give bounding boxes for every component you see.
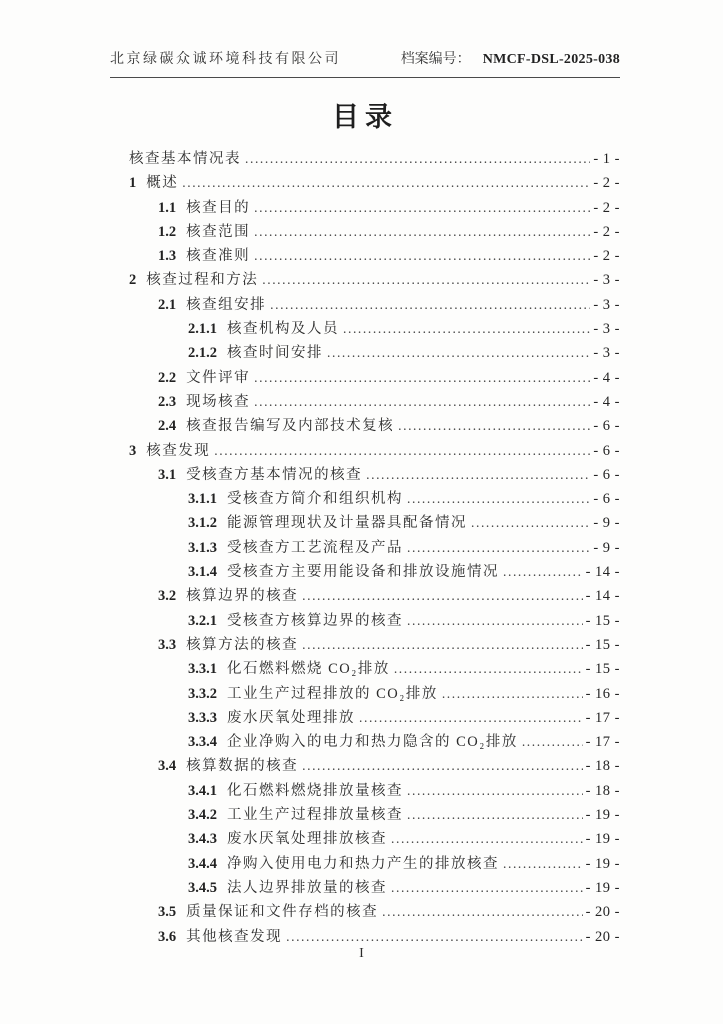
toc-entry-page-number: - 14 - bbox=[585, 588, 620, 605]
toc-entry-number: 1.2 bbox=[158, 223, 177, 240]
toc-entry-label: 受核查方基本情况的核查 bbox=[186, 466, 363, 483]
toc-entry[interactable] bbox=[110, 147, 620, 171]
toc-entry-page-number: - 2 - bbox=[593, 223, 620, 240]
toc-entry-label: 核查范围 bbox=[186, 223, 251, 240]
toc-leader-dots bbox=[262, 268, 590, 292]
toc-entry[interactable] bbox=[110, 827, 620, 851]
toc-entry-page-number: - 6 - bbox=[593, 442, 620, 459]
toc-leader-dots bbox=[254, 220, 590, 244]
toc-entry[interactable] bbox=[110, 171, 620, 195]
toc-leader-dots bbox=[382, 900, 582, 924]
footer-page-number: I bbox=[359, 946, 364, 961]
toc-entry[interactable] bbox=[110, 657, 620, 681]
toc-entry-label: 核查准则 bbox=[186, 248, 251, 265]
toc-entry-number: 3.3.4 bbox=[188, 734, 217, 751]
toc-entry-label: 法人边界排放量的核查 bbox=[227, 879, 387, 896]
toc-entry-number: 3.3.3 bbox=[188, 709, 217, 726]
toc-entry[interactable] bbox=[110, 463, 620, 487]
toc-entry-number: 3.2.1 bbox=[188, 612, 217, 629]
toc-entry[interactable] bbox=[110, 730, 620, 754]
toc-entry-number: 3.2 bbox=[158, 588, 177, 605]
toc-entry[interactable] bbox=[110, 682, 620, 706]
company-name: 北京绿碳众诚环境科技有限公司 bbox=[110, 52, 341, 67]
toc-leader-dots bbox=[442, 682, 583, 706]
toc-leader-dots bbox=[522, 730, 583, 754]
toc-entry-label: 能源管理现状及计量器具配备情况 bbox=[227, 515, 467, 532]
toc-entry-page-number: - 9 - bbox=[593, 539, 620, 556]
toc-entry-label: 受核查方核算边界的核查 bbox=[227, 612, 403, 629]
toc-leader-dots bbox=[407, 803, 583, 827]
toc-entry-label: 核算数据的核查 bbox=[186, 758, 299, 775]
toc-entry-page-number: - 18 - bbox=[585, 782, 620, 799]
toc-entry-number: 2.1 bbox=[158, 296, 177, 313]
toc-entry[interactable] bbox=[110, 852, 620, 876]
toc-entry[interactable] bbox=[110, 487, 620, 511]
toc-entry-page-number: - 19 - bbox=[585, 855, 620, 872]
toc-entry-page-number: - 4 - bbox=[593, 393, 620, 410]
toc-entry-page-number: - 16 - bbox=[585, 685, 620, 702]
toc-entry-page-number: - 3 - bbox=[593, 272, 620, 289]
toc-entry-page-number: - 3 - bbox=[593, 321, 620, 338]
toc-entry-number: 3 bbox=[129, 442, 137, 459]
toc-entry-page-number: - 15 - bbox=[585, 661, 620, 678]
toc-entry-label: 化石燃料燃烧 CO₂排放 bbox=[227, 661, 390, 678]
toc-entry-label: 核查基本情况表 bbox=[129, 151, 241, 167]
toc-entry-page-number: - 6 - bbox=[593, 418, 620, 435]
toc-entry[interactable] bbox=[110, 390, 620, 414]
toc-entry-label: 核查发现 bbox=[146, 442, 211, 459]
toc-entry-label: 废水厌氧处理排放核查 bbox=[227, 831, 387, 848]
toc-entry[interactable] bbox=[110, 439, 620, 463]
toc-entry-page-number: - 6 - bbox=[593, 466, 620, 483]
toc-entry-number: 3.4 bbox=[158, 758, 177, 775]
toc-entry[interactable] bbox=[110, 268, 620, 292]
toc-entry-number: 2.1.1 bbox=[188, 321, 217, 338]
toc-entry-page-number: - 4 - bbox=[593, 369, 620, 386]
toc-entry[interactable] bbox=[110, 293, 620, 317]
toc-leader-dots bbox=[394, 657, 583, 681]
toc-leader-dots bbox=[471, 511, 590, 535]
toc-entry-label: 受核查方简介和组织机构 bbox=[227, 491, 403, 508]
toc-entry-label: 核查报告编写及内部技术复核 bbox=[186, 418, 395, 435]
toc-entry-label: 文件评审 bbox=[186, 369, 251, 386]
toc-leader-dots bbox=[407, 536, 590, 560]
toc-entry-label: 核查目的 bbox=[186, 199, 251, 216]
toc-leader-dots bbox=[254, 244, 590, 268]
toc-leader-dots bbox=[398, 414, 590, 438]
toc-entry-number: 1 bbox=[129, 175, 137, 192]
toc-entry-number: 2.1.2 bbox=[188, 345, 217, 362]
toc-entry-number: 3.5 bbox=[158, 904, 177, 921]
toc-leader-dots bbox=[302, 754, 582, 778]
toc-entry-page-number: - 6 - bbox=[593, 491, 620, 508]
archive-label: 档案编号： bbox=[400, 52, 471, 67]
toc-leader-dots bbox=[503, 852, 583, 876]
toc-entry-page-number: - 19 - bbox=[585, 807, 620, 824]
toc-entry-number: 3.4.4 bbox=[188, 855, 217, 872]
toc-entry[interactable] bbox=[110, 414, 620, 438]
toc-entry-page-number: - 15 - bbox=[585, 612, 620, 629]
toc-entry[interactable] bbox=[110, 609, 620, 633]
toc-entry[interactable] bbox=[110, 220, 620, 244]
toc-entry-page-number: - 20 - bbox=[585, 904, 620, 921]
toc-entry-page-number: - 3 - bbox=[593, 345, 620, 362]
toc-leader-dots bbox=[503, 560, 583, 584]
toc-entry-label: 其他核查发现 bbox=[186, 928, 283, 945]
toc-leader-dots bbox=[359, 706, 583, 730]
toc-entry-number: 3.4.1 bbox=[188, 782, 217, 799]
toc-entry-page-number: - 9 - bbox=[593, 515, 620, 532]
toc-entry-number: 2 bbox=[129, 272, 137, 289]
toc-entry-page-number: - 19 - bbox=[585, 831, 620, 848]
toc-entry-label: 现场核查 bbox=[186, 393, 251, 410]
toc-entry[interactable] bbox=[110, 244, 620, 268]
toc-leader-dots bbox=[366, 463, 590, 487]
toc-entry-page-number: - 2 - bbox=[593, 175, 620, 192]
toc-entry[interactable] bbox=[110, 633, 620, 657]
toc-entry-number: 3.1.4 bbox=[188, 564, 217, 581]
toc-leader-dots bbox=[407, 609, 583, 633]
toc-entry[interactable] bbox=[110, 900, 620, 924]
toc-leader-dots bbox=[327, 341, 590, 365]
toc-entry-page-number: - 17 - bbox=[585, 734, 620, 751]
toc-entry-label: 核算边界的核查 bbox=[186, 588, 299, 605]
toc-entry[interactable] bbox=[110, 754, 620, 778]
toc-entry-label: 工业生产过程排放量核查 bbox=[227, 807, 403, 824]
page-title: 目录 bbox=[332, 102, 398, 132]
toc-entry-label: 化石燃料燃烧排放量核查 bbox=[227, 782, 403, 799]
toc-entry-label: 受核查方工艺流程及产品 bbox=[227, 539, 403, 556]
toc-entry-label: 企业净购入的电力和热力隐含的 CO₂排放 bbox=[227, 734, 518, 751]
toc-entry-number: 2.4 bbox=[158, 418, 177, 435]
toc-leader-dots bbox=[302, 584, 582, 608]
toc-entry-label: 废水厌氧处理排放 bbox=[227, 709, 355, 726]
toc-entry-number: 3.1 bbox=[158, 466, 177, 483]
toc-entry-number: 3.3.1 bbox=[188, 661, 217, 678]
toc-entry-number: 3.4.2 bbox=[188, 807, 217, 824]
toc-entry[interactable] bbox=[110, 341, 620, 365]
toc-entry[interactable] bbox=[110, 706, 620, 730]
toc-entry-number: 1.3 bbox=[158, 248, 177, 265]
toc-entry-label: 质量保证和文件存档的核查 bbox=[186, 904, 379, 921]
toc-entry-page-number: - 14 - bbox=[585, 564, 620, 581]
toc-leader-dots bbox=[245, 147, 590, 171]
toc-entry-number: 2.3 bbox=[158, 393, 177, 410]
toc-entry-label: 受核查方主要用能设备和排放设施情况 bbox=[227, 564, 499, 581]
toc-entry-number: 3.1.2 bbox=[188, 515, 217, 532]
toc-entry[interactable] bbox=[110, 584, 620, 608]
archive-number: NMCF-DSL-2025-038 bbox=[482, 52, 620, 67]
toc-entry-number: 1.1 bbox=[158, 199, 177, 216]
toc-entry[interactable] bbox=[110, 560, 620, 584]
toc-leader-dots bbox=[254, 366, 590, 390]
toc-entry[interactable] bbox=[110, 366, 620, 390]
toc-entry-label: 核查组安排 bbox=[186, 296, 267, 313]
toc-entry-number: 2.2 bbox=[158, 369, 177, 386]
toc-entry-page-number: - 15 - bbox=[585, 636, 620, 653]
toc-entry-number: 3.1.1 bbox=[188, 491, 217, 508]
toc-entry-number: 3.3 bbox=[158, 636, 177, 653]
toc-entry-number: 3.6 bbox=[158, 928, 177, 945]
toc-leader-dots bbox=[214, 439, 590, 463]
toc-entry-number: 3.1.3 bbox=[188, 539, 217, 556]
toc-entry-page-number: - 2 - bbox=[593, 248, 620, 265]
toc-entry[interactable] bbox=[110, 511, 620, 535]
toc-entry-page-number: - 3 - bbox=[593, 296, 620, 313]
archive-field bbox=[401, 48, 620, 68]
toc-entry-label: 概述 bbox=[146, 175, 179, 192]
toc-entry[interactable] bbox=[110, 803, 620, 827]
toc-entry-page-number: - 19 - bbox=[585, 879, 620, 896]
toc-entry-number: 3.4.5 bbox=[188, 879, 217, 896]
toc-entry-page-number: - 2 - bbox=[593, 199, 620, 216]
toc-entry[interactable] bbox=[110, 779, 620, 803]
toc-entry-label: 核算方法的核查 bbox=[186, 636, 299, 653]
toc-entry-page-number: - 20 - bbox=[585, 928, 620, 945]
toc-leader-dots bbox=[391, 876, 583, 900]
toc-leader-dots bbox=[254, 390, 590, 414]
toc-entry-page-number: - 1 - bbox=[593, 151, 620, 167]
toc-leader-dots bbox=[343, 317, 590, 341]
toc-entry-label: 核查机构及人员 bbox=[227, 321, 339, 338]
toc-entry-number: 3.3.2 bbox=[188, 685, 217, 702]
toc-leader-dots bbox=[270, 293, 590, 317]
toc-entry[interactable] bbox=[110, 317, 620, 341]
toc-list bbox=[110, 147, 620, 949]
toc-leader-dots bbox=[407, 487, 590, 511]
toc-leader-dots bbox=[254, 196, 590, 220]
toc-entry-number: 3.4.3 bbox=[188, 831, 217, 848]
document-header bbox=[110, 48, 620, 78]
toc-entry-label: 核查时间安排 bbox=[227, 345, 323, 362]
toc-entry[interactable] bbox=[110, 196, 620, 220]
toc-leader-dots bbox=[391, 827, 583, 851]
toc-entry[interactable] bbox=[110, 876, 620, 900]
toc-entry-page-number: - 18 - bbox=[585, 758, 620, 775]
toc-entry-page-number: - 17 - bbox=[585, 709, 620, 726]
toc-leader-dots bbox=[302, 633, 582, 657]
toc-leader-dots bbox=[407, 779, 583, 803]
toc-leader-dots bbox=[182, 171, 590, 195]
toc-entry-label: 净购入使用电力和热力产生的排放核查 bbox=[227, 855, 499, 872]
toc-entry-label: 工业生产过程排放的 CO₂排放 bbox=[227, 685, 438, 702]
toc-entry[interactable] bbox=[110, 536, 620, 560]
toc-entry-label: 核查过程和方法 bbox=[146, 272, 259, 289]
